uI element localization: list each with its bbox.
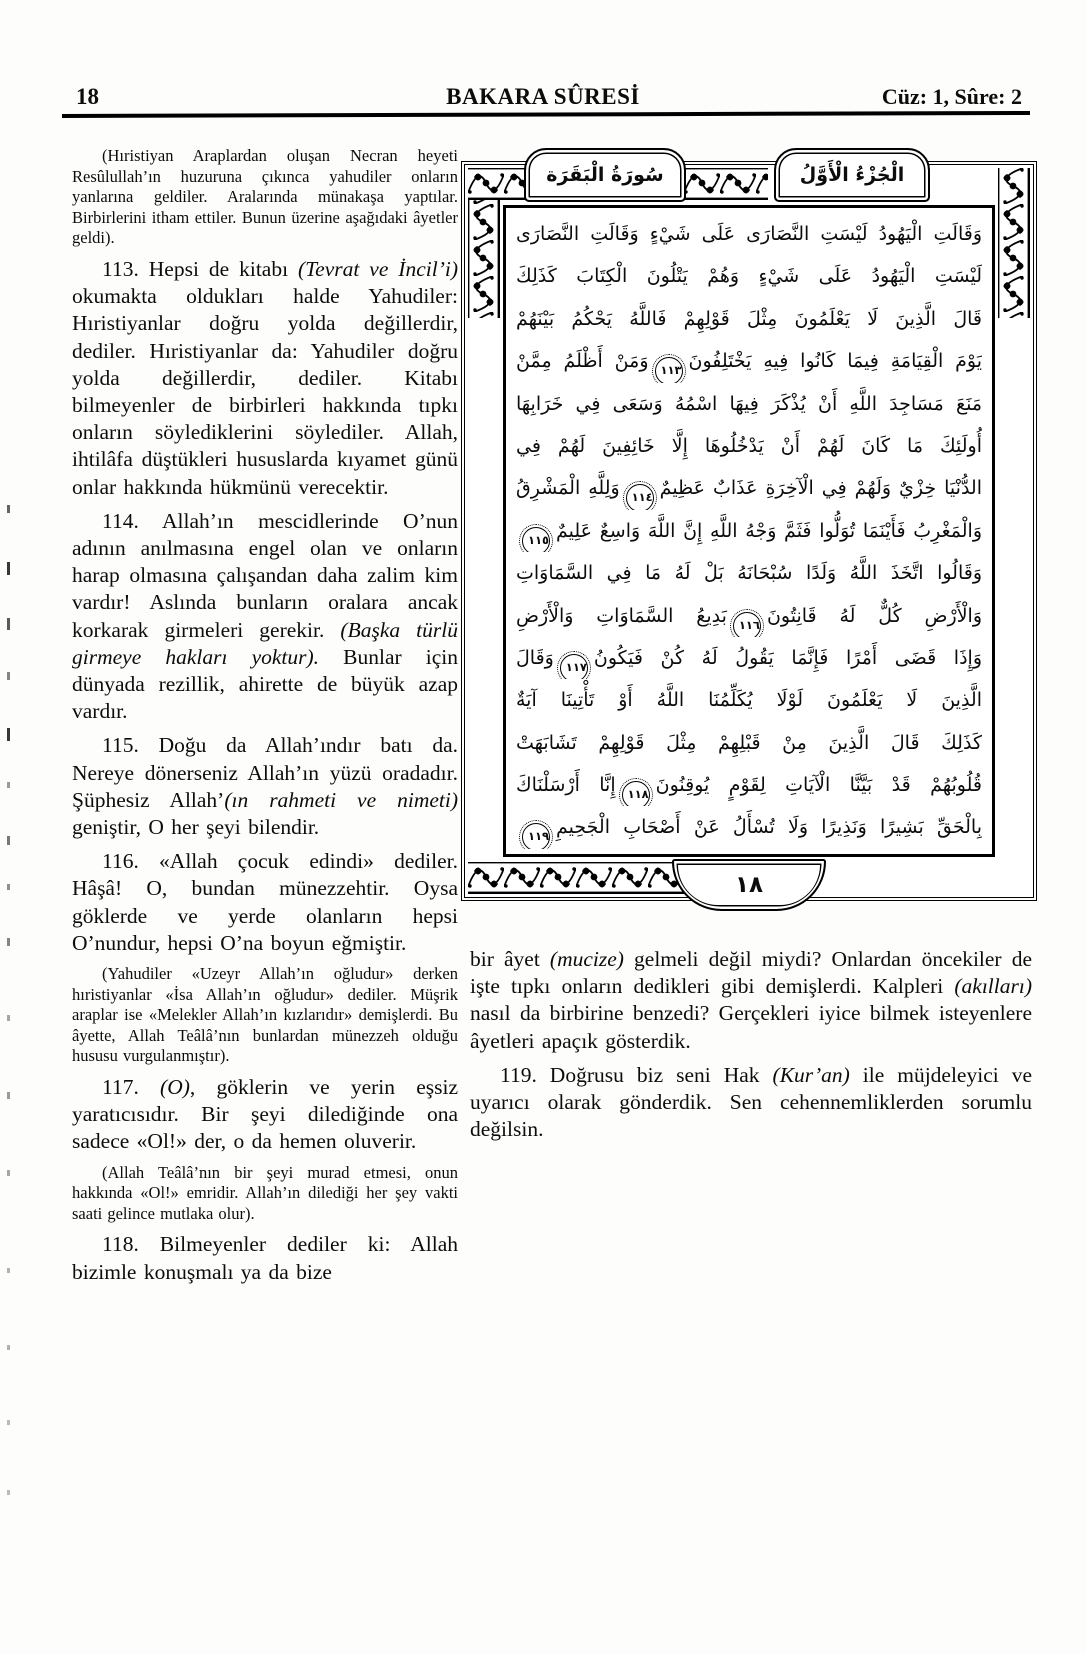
text-segment: (Kur’an) [772,1062,850,1087]
quran-text-segment: وَالْمَغْرِبُ فَأَيْنَمَا تُوَلُّوا فَثَمَّ وَجْهُ اللَّهِ إِنَّ اللَّهَ وَاسِعٌ عَلِيمٌ [556,519,982,542]
text-segment: 118. Bilmeyenler dediler ki: Allah bizimle konuşmalı ya da bize [72,1232,458,1284]
header-rule [62,111,1030,118]
quran-line [516,637,982,679]
ornament-border-right [998,168,1030,318]
quran-text-segment: كَذَلِكَ قَالَ الَّذِينَ مِنْ قَبْلِهِمْ مِثْلَ قَوْلِهِمْ تَشَابَهَتْ [516,731,982,754]
quran-line [516,595,982,637]
text-segment: (ın rahmeti ve nimeti) [224,787,458,812]
quran-text-segment: أُولَئِكَ مَا كَانَ لَهُمْ أَنْ يَدْخُلُوهَا إِلَّا خَائِفِينَ لَهُمْ فِي [516,434,982,457]
plate-frame [464,164,1034,898]
paragraph [72,1074,458,1156]
quran-line [516,806,982,848]
quran-text-segment: قُلُوبُهُمْ قَدْ بَيَّنَّا الْآيَاتِ لِقَوْمٍ يُوقِنُونَ [655,774,982,797]
scan-artifact [7,938,10,946]
quran-line [516,467,982,509]
text-segment: 115. Doğu da Allah’ındır batı da. Nereye dönerseniz Allah’ın yüzü oradadır. Şüphesiz Allah’ [72,733,458,812]
juz-sure-info: Cüz: 1, Sûre: 2 [881,84,1022,109]
scan-artifact [7,1420,10,1425]
quran-text-segment: الَّذِينَ لَا يَعْلَمُونَ لَوْلَا يُكَلِّمُنَا اللَّهُ أَوْ تَأْتِينَا آيَةٌ [516,689,982,712]
paragraph [470,1062,1032,1144]
quran-text-segment: بَدِيعُ السَّمَاوَاتِ وَالْأَرْضِ [516,604,727,627]
verse-medallion: ١١٣ [655,357,683,382]
text-segment: , göklerin ve yerin eşsiz yaratıcısıdır. Bir şeyi dilediğinde ona sadece «Ol!» der, o da hemen oluverir. [72,1075,458,1154]
verse-medallion: ١١٧ [560,654,588,679]
translation-column-right [470,946,1032,1150]
text-segment: (mucize) [549,947,624,971]
scan-artifact [7,1490,10,1495]
paragraph [470,946,1032,1055]
paragraph [72,848,458,957]
text-segment: (O) [160,1075,190,1100]
verse-medallion: ١١٦ [733,612,761,637]
quran-text-segment: وَمَنْ أَظْلَمُ مِمَّنْ [516,350,649,373]
text-segment: 114. Allah’ın mescidlerinde O’nun adının anılmasına engel olan ve onların harap olmasına çalışandan daha zalim kim vardır! Aslında bunların oralara ancak korkarak girmeleri gerekir. [72,508,458,642]
quran-text-segment: وَقَالَتِ الْيَهُودُ لَيْسَتِ النَّصَارَى عَلَى شَيْءٍ وَقَالَتِ النَّصَارَى [516,223,982,245]
scan-artifact [7,1170,10,1176]
verse-medallion: ١١٨ [622,781,650,806]
scan-artifact [7,672,10,680]
quran-line [516,383,982,425]
quran-text-segment: يَوْمَ الْقِيَامَةِ فِيمَا كَانُوا فِيهِ يَخْتَلِفُونَ [688,350,982,373]
quran-text-segment: وَقَالُوا اتَّخَذَ اللَّهُ وَلَدًا سُبْحَانَهُ بَلْ لَهُ مَا فِي السَّمَاوَاتِ [516,562,982,585]
quran-text-segment: الدُّنْيَا خِزْيٌ وَلَهُمْ فِي الْآخِرَةِ عَذَابٌ عَظِيمٌ [659,477,982,500]
scan-artifact [7,836,10,845]
quran-line [516,425,982,467]
text-segment: okumakta oldukları halde Yahudiler: Hıristiyanlar doğru yolda değillerdir, dediler. Hıristiyanlar da: Yahudiler doğru yolda değillerdir, dediler. Kitabı bilmeyenler de birbirleri hakkında tıpkı onların söylediklerini söylediler. Allah, ihtilâfa düştükleri hususlarda kıyamet günü onlar hakkında hükmünü verecektir. [72,284,458,499]
paragraph [72,146,458,249]
scan-artifact [7,1015,10,1021]
scan-artifact [7,562,10,575]
text-segment: 117. [102,1075,161,1100]
paragraph [72,256,458,501]
quran-line [516,510,982,552]
quran-text-segment: لَيْسَتِ الْيَهُودُ عَلَى شَيْءٍ وَهُمْ يَتْلُونَ الْكِتَابَ كَذَلِكَ [516,265,982,288]
plate-page-number: ١٨ [672,859,826,911]
quran-line [516,213,982,255]
scan-artifact [7,1345,10,1350]
text-segment: ile müjdeleyici ve uyarıcı olarak gönderdik. Sen cehennemliklerden sorumlu değilsin. [470,1062,1032,1142]
text-segment: (Hıristiyan Araplardan oluşan Necran heyeti Resûlullah’ın huzuruna çıkınca yahudiler onların yanlarına geldiler. Aralarında münakaşa yaptılar. Birbirlerini itham ettiler. Bunun üzerine aşağıdaki âyetler geldi). [72,146,458,248]
paragraph [72,508,458,726]
text-segment: bir âyet [470,947,550,971]
text-segment: (Allah Teâlâ’nın bir şeyi murad etmesi, onun hakkında «Ol!» emridir. Allah’ın dilediği her şey vakti saati gelince mutlaka olur). [72,1162,458,1223]
paragraph [72,964,458,1067]
quran-text-segment: وَلِلَّهِ الْمَشْرِقُ [516,477,620,500]
quran-text-segment: مَنَعَ مَسَاجِدَ اللَّهِ أَنْ يُذْكَرَ فِيهَا اسْمُهُ وَسَعَى فِي خَرَابِهَا [516,392,982,415]
text-segment: 119. Doğrusu biz seni Hak [500,1062,773,1087]
text-segment: 116. «Allah çocuk edindi» dediler. Hâşâ! O, bundan münezzehtir. Oysa göklerde ve yerde olanların hepsi O’nundur, hepsi O’na boyun eğmiştir. [72,849,458,955]
quran-line [516,722,982,764]
text-segment: (Başka türlü girmeye hakları yoktur). [72,617,458,669]
quran-text-area [503,205,995,857]
paragraph [72,732,458,841]
text-segment: Bunlar için dünyada rezillik, ahirette de büyük azap vardır. [72,644,458,724]
verse-medallion: ١١٤ [626,484,654,509]
quran-text-segment: وَإِذَا قَضَى أَمْرًا فَإِنَّمَا يَقُولُ لَهُ كُنْ فَيَكُونُ [593,646,982,669]
quran-text-segment: وَالْأَرْضِ كُلٌّ لَهُ قَانِتُونَ [766,604,982,627]
verse-medallion: ١١٩ [522,823,550,848]
page-title: BAKARA SÛRESİ [446,84,640,109]
quran-line [516,255,982,297]
scan-artifact [7,1268,10,1273]
juz-cartouche: الْجُزْءُ الْأَوَّلُ [774,148,930,202]
verse-medallion: ١١٥ [522,527,550,552]
quran-line [516,679,982,721]
paragraph [72,1163,458,1225]
quran-plate [462,148,1036,908]
quran-text-segment: قَالَ الَّذِينَ لَا يَعْلَمُونَ مِثْلَ قَوْلِهِمْ فَاللَّهُ يَحْكُمُ بَيْنَهُمْ [516,307,982,330]
scan-artifact [7,1092,10,1099]
quran-text-segment: إِنَّا أَرْسَلْنَاكَ [516,774,616,797]
quran-line [516,298,982,340]
paragraph [72,1231,458,1285]
text-segment: 113. Hepsi de kitabı [102,256,299,281]
scan-artifact [7,505,10,513]
text-segment: geniştir, O her şeyi bilendir. [72,815,320,840]
page-number: 18 [76,84,99,109]
text-segment: (Yahudiler «Uzeyr Allah’ın oğludur» derken hıristiyanlar «İsa Allah’ın oğludur» dediler. Müşrik araplar ise «Melekler Allah’ın kızlarıdır» demişlerdi. Bu âyette, Allah Teâlâ’nın bunlardan münezzeh olduğu hususu vurgulanmıştır). [72,964,458,1066]
translation-column-left [72,146,458,1293]
text-segment: (akılları) [954,974,1032,999]
text-segment: (Tevrat ve İncil’i) [298,256,458,281]
quran-line [516,764,982,806]
quran-text-segment: وَقَالَ [516,646,554,669]
text-segment: gelmeli değil miydi? Onlardan öncekiler de işte tıpkı onların dedikleri gibi demişlerdi. Kalpleri [470,947,1032,999]
scan-artifact [7,782,10,788]
quran-text-segment: بِالْحَقِّ بَشِيرًا وَنَذِيرًا وَلَا تُسْأَلُ عَنْ أَصْحَابِ الْجَحِيمِ [556,816,982,839]
scan-artifact [7,728,10,741]
scan-artifact [7,618,10,630]
scan-artifact [7,884,10,890]
quran-line [516,552,982,594]
quran-line [516,340,982,382]
surah-cartouche: سُورَةُ الْبَقَرَة [524,148,686,202]
text-segment: nasıl da birbirine benzedi? Gerçekleri iyice bilmek isteyenlere âyetleri apaçık gösterdik. [470,1001,1032,1053]
